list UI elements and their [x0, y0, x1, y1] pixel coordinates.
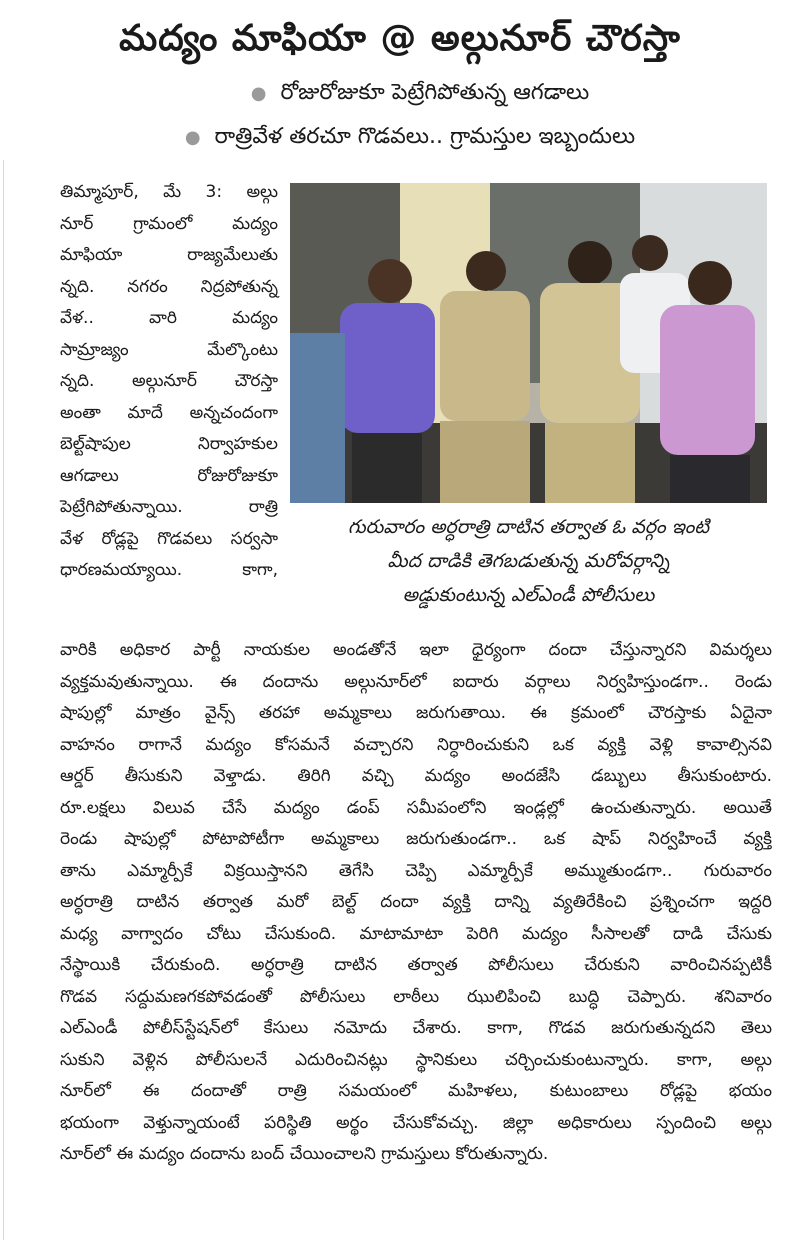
body-left-column	[60, 177, 278, 587]
caption-line: అడ్డుకుంటున్న ఎల్ఎండీ పోలీసులు	[402, 584, 655, 606]
subhead-2	[0, 124, 800, 154]
body-left-line: మాఫియా రాజ్యమేలుతు	[60, 245, 278, 265]
body-left-line: ధారణమయ్యాయి. కాగా,	[60, 560, 278, 580]
body-full-line: షాపుల్లో మాత్రం వైన్స్ తరహా అమ్మకాలు జరుగుతాయి. ఈ క్రమంలో చౌరస్తాకు ఏదైనా	[60, 703, 772, 723]
bullet-icon: ●	[250, 83, 267, 104]
bullet-icon: ●	[184, 127, 201, 148]
body-full-line: రూ.లక్షలు విలువ చేసే మద్యం డంప్ సమీపంలోని ఇండ్లల్లో ఉంచుతున్నారు. అయితే	[60, 797, 772, 818]
subhead-1	[0, 80, 800, 110]
body-full-line: వ్యక్తమవుతున్నాయి. ఈ దందాను అల్గునూర్‌లో ఐదారు వర్గాలు నిర్వహిస్తుండగా.. రెండు	[60, 671, 772, 692]
body-full-line: మధ్య వాగ్వాదం చోటు చేసుకుంది. మాటామాటా పెరిగి మద్యం సీసాలతో దాడి చేసుకు	[60, 923, 772, 944]
subhead-2-text: రాత్రివేళ తరచూ గొడవలు.. గ్రామస్తుల ఇబ్బందులు	[214, 124, 636, 149]
body-full-line: వాహనం రాగానే మద్యం కోసమనే వచ్చారని నిర్ధారించుకుని ఒక వ్యక్తి వెళ్లి కావాల్సినవి	[60, 734, 772, 755]
caption-line: మీద దాడికి తెగబడుతున్న మరోవర్గాన్ని	[387, 550, 670, 572]
body-left-line: బెల్ట్‌షాపుల నిర్వాహకుల	[60, 434, 278, 454]
body-left-line: న్నది. నగరం నిద్రపోతున్న	[60, 276, 278, 297]
body-left-line: నూర్ గ్రామంలో మద్యం	[60, 213, 278, 234]
photo-scene	[290, 183, 767, 503]
body-full-line: భయంగా వెళ్తున్నాయంటే పరిస్థితి అర్థం చేసుకోవచ్చు. జిల్లా అధికారులు స్పందించి అల్గు	[60, 1112, 772, 1133]
body-full-line: గొడవ సద్దుమణగకపోవడంతో పోలీసులు లాఠీలు ఝులిపించి బుద్ధి చెప్పారు. శనివారం	[60, 986, 772, 1007]
caption-line: గురువారం అర్ధరాత్రి దాటిన తర్వాత ఓ వర్గం ఇంటి	[347, 516, 710, 538]
headline: మద్యం మాఫియా @ అల్గునూర్ చౌరస్తా	[119, 18, 681, 59]
body-left-line: న్నది. అల్గునూర్ చౌరస్తా	[60, 371, 278, 391]
photo-caption	[290, 510, 767, 612]
body-full-line: నూర్‌లో ఈ మద్యం దందాను బంద్ చేయించాలని గ్రామస్తులు కోరుతున్నారు.	[60, 1144, 549, 1164]
body-full-line: నేస్థాయికి చేరుకుంది. అర్ధరాత్రి దాటిన తర్వాత పోలీసులు చేరుకుని వారించినప్పటికీ	[60, 955, 772, 975]
body-left-line: పెట్రేగిపోతున్నాయి. రాత్రి	[60, 497, 278, 517]
news-photo	[290, 183, 767, 503]
body-full-line: అర్ధరాత్రి దాటిన తర్వాత మరో బెల్ట్ దందా వ్యక్తి దాన్ని వ్యతిరేకించి ప్రశ్నించగా ఇద్దరి	[60, 892, 772, 912]
body-full-line: ఎల్ఎండీ పోలీస్‌స్టేషన్‌లో కేసులు నమోదు చేశారు. కాగా, గొడవ జరుగుతున్నదని తెలు	[60, 1018, 772, 1038]
body-full-column	[60, 635, 772, 1171]
body-left-line: వేళ.. వారి మద్యం	[60, 308, 278, 328]
body-left-line: వేళ రోడ్లపై గొడవలు సర్వసా	[60, 528, 278, 549]
body-left-line: అంతా మాదే అన్నచందంగా	[60, 402, 278, 423]
body-full-line: వారికి అధికార పార్టీ నాయకుల అండతోనే ఇలా ధైర్యంగా దందా చేస్తున్నారని విమర్శలు	[60, 640, 772, 660]
body-full-line: తాను ఎమ్మార్పీకే విక్రయిస్తానని తెగేసి చెప్పి ఎమ్మార్పీకే అమ్ముతుండగా.. గురువారం	[60, 860, 772, 881]
body-full-line: ఆర్డర్ తీసుకుని వెళ్తాడు. తిరిగి వచ్చి మద్యం అందజేసి డబ్బులు తీసుకుంటారు.	[60, 766, 772, 786]
body-left-line: తిమ్మాపూర్, మే 3: అల్గు	[60, 182, 278, 202]
body-left-line: సామ్రాజ్యం మేల్కొంటు	[60, 339, 278, 360]
body-left-line: ఆగడాలు రోజురోజుకూ	[60, 465, 278, 486]
column-divider	[3, 160, 4, 1240]
body-full-line: నూర్‌లో ఈ దందాతో రాత్రి సమయంలో మహిళలు, కుటుంబాలు రోడ్లపై భయం	[60, 1081, 772, 1101]
subhead-1-text: రోజురోజుకూ పెట్రేగిపోతున్న ఆగడాలు	[280, 80, 590, 105]
body-full-line: రెండు షాపుల్లో పోటాపోటీగా అమ్మకాలు జరుగుతుండగా.. ఒక షాప్ నిర్వహించే వ్యక్తి	[60, 829, 772, 849]
body-full-line: సుకుని వెళ్లిన పోలీసులనే ఎదురించినట్లు స్థానికులు చర్చించుకుంటున్నారు. కాగా, అల్గు	[60, 1049, 772, 1070]
